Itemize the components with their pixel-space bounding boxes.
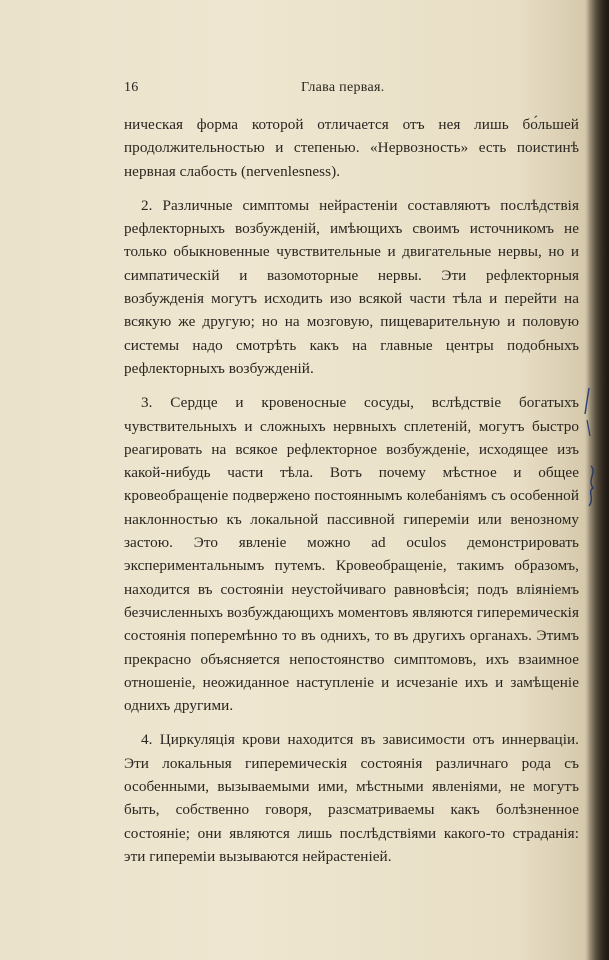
page-header bbox=[124, 80, 579, 100]
paragraph-2: 2. Различные симптомы нейрастеніи составляютъ послѣдствія рефлекторныхъ возбужденій, имѣющихъ своимъ источникомъ не только обыкновенные чувствительные и двигательные нервы, но и симпатическій и вазомоторные нервы. Эти рефлекторныя возбужденія могутъ исходить изо всякой части тѣла и перейти на всякую же другую; но на мозговую, пищеварительную и половую системы надо смотрѣть какъ на главные центры подобныхъ рефлекторныхъ возбужденій. bbox=[124, 196, 579, 377]
body-text bbox=[124, 113, 579, 879]
paragraph-4: 4. Циркуляція крови находится въ зависимости отъ иннерваціи. Эти локальныя гиперемическія состоянія различнаго рода съ особенными, вызываемыми ими, мѣстными явленіями, не могутъ быть, собственно говоря, разсматриваемы какъ болѣзненное состояніе; они являются лишь послѣдствіями какого-то страданія: эти гипереміи вызываются нейрастеніей. bbox=[124, 731, 579, 865]
running-title: Глава первая. bbox=[301, 80, 385, 95]
paragraph-3: 3. Сердце и кровеносные сосуды, вслѣдствіе богатыхъ чувствительныхъ и сложныхъ нервныхъ сплетеній, могутъ быстро реагировать на всякое рефлекторное возбужденіе, исходящее изъ какой-нибудь части тѣла. Вотъ почему мѣстное и общее кровеобращеніе подвержено постояннымъ колебаніямъ съ особенной наклонностью къ локальной пассивной гипереміи или венозному застою. Это явленіе можно ad oculos демонстрировать экспериментальнымъ путемъ. Кровеобращеніе, такимъ образомъ, находится въ состояніи неустойчиваго равновѣсія; подъ вліяніемъ безчисленныхъ возбуждающихъ моментовъ являются гиперемическія состоянія поперемѣнно то въ однихъ, то въ другихъ органахъ. Этимъ прекрасно объясняется непостоянство симптомовъ, ихъ взаимное отношеніе, неожиданное наступленіе и исчезаніе ихъ и замѣщеніе однихъ другими. bbox=[124, 394, 579, 715]
page-number: 16 bbox=[124, 80, 139, 95]
paragraph-continuation: ническая форма которой отличается отъ нея лишь бо́льшей продолжительностью и степенью. «Нервозность» есть поистинѣ нервная слабость (nervenlesness). bbox=[124, 116, 579, 180]
binding-shadow bbox=[587, 0, 609, 960]
